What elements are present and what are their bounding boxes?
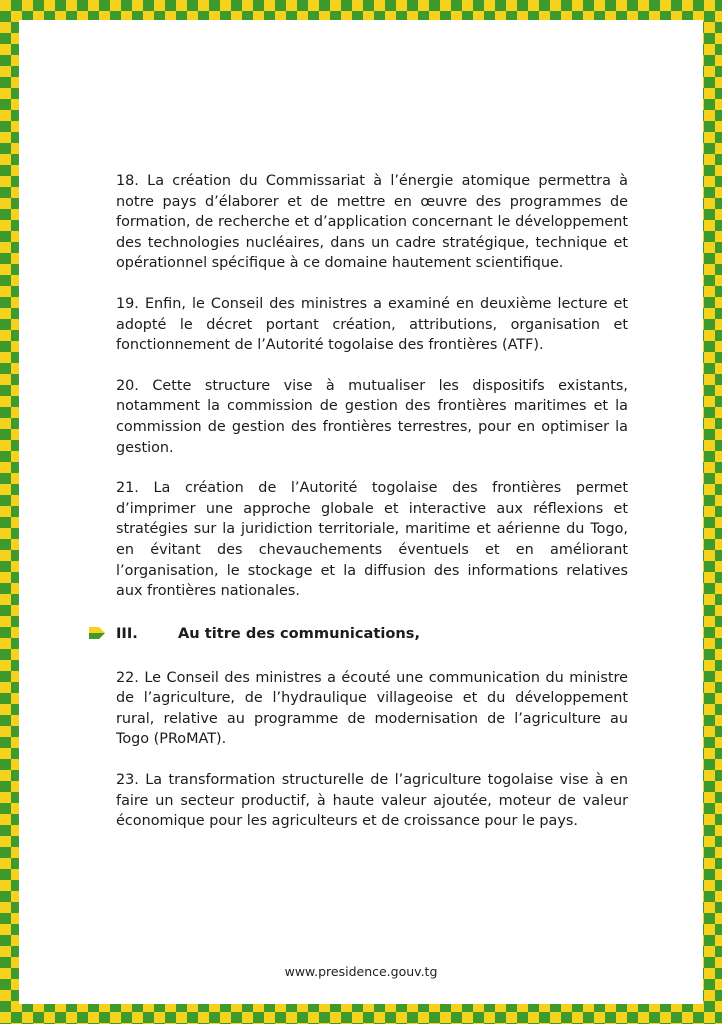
paragraph-18: 18. La création du Commissariat à l’énergie atomique permettra à notre pays d’élaborer et de mettre en œuvre des programmes de formation, de recherche et d’application concernant le développement des technologies nucléaires, dans un cadre stratégique, technique et opérationnel spécifique à ce domaine hautement scientifique. [116,173,628,272]
paragraph-19: 19. Enfin, le Conseil des ministres a examiné en deuxième lecture et adopté le décret portant création, attributions, organisation et fonctionnement de l’Autorité togolaise des frontières (ATF). [116,295,628,354]
paragraph-20: 20. Cette structure vise à mutualiser les dispositifs existants, notamment la commission de gestion des frontières maritimes et la commission de gestion des frontières terrestres, pour en optimiser la gestion. [116,377,628,456]
footer-url: www.presidence.gouv.tg [284,964,438,979]
arrow-bullet-icon [89,627,105,639]
paragraph-22: 22. Le Conseil des ministres a écouté une communication du ministre de l’agriculture, de l’hydraulique villageoise et du développement rural, relative au programme de modernisation de l’agriculture au Togo (PRoMAT). [116,669,628,748]
document-body [116,171,628,852]
page [19,20,703,1004]
paragraph-23: 23. La transformation structurelle de l’agriculture togolaise vise à en faire un secteur productif, à haute valeur ajoutée, moteur de valeur économique pour les agriculteurs et de croissance pour le pays. [116,772,628,830]
paragraph-21: 21. La création de l’Autorité togolaise des frontières permet d’imprimer une approche globale et interactive aux réflexions et stratégies sur la juridiction territoriale, maritime et aérienne du Togo, en évitant des chevauchements éventuels et en améliorant l’organisation, le stockage et la diffusion des informations relatives aux frontières nationales. [116,480,628,600]
section-heading [116,622,628,646]
section-title: Au titre des communications, [178,625,421,643]
section-number: III. [116,625,138,643]
